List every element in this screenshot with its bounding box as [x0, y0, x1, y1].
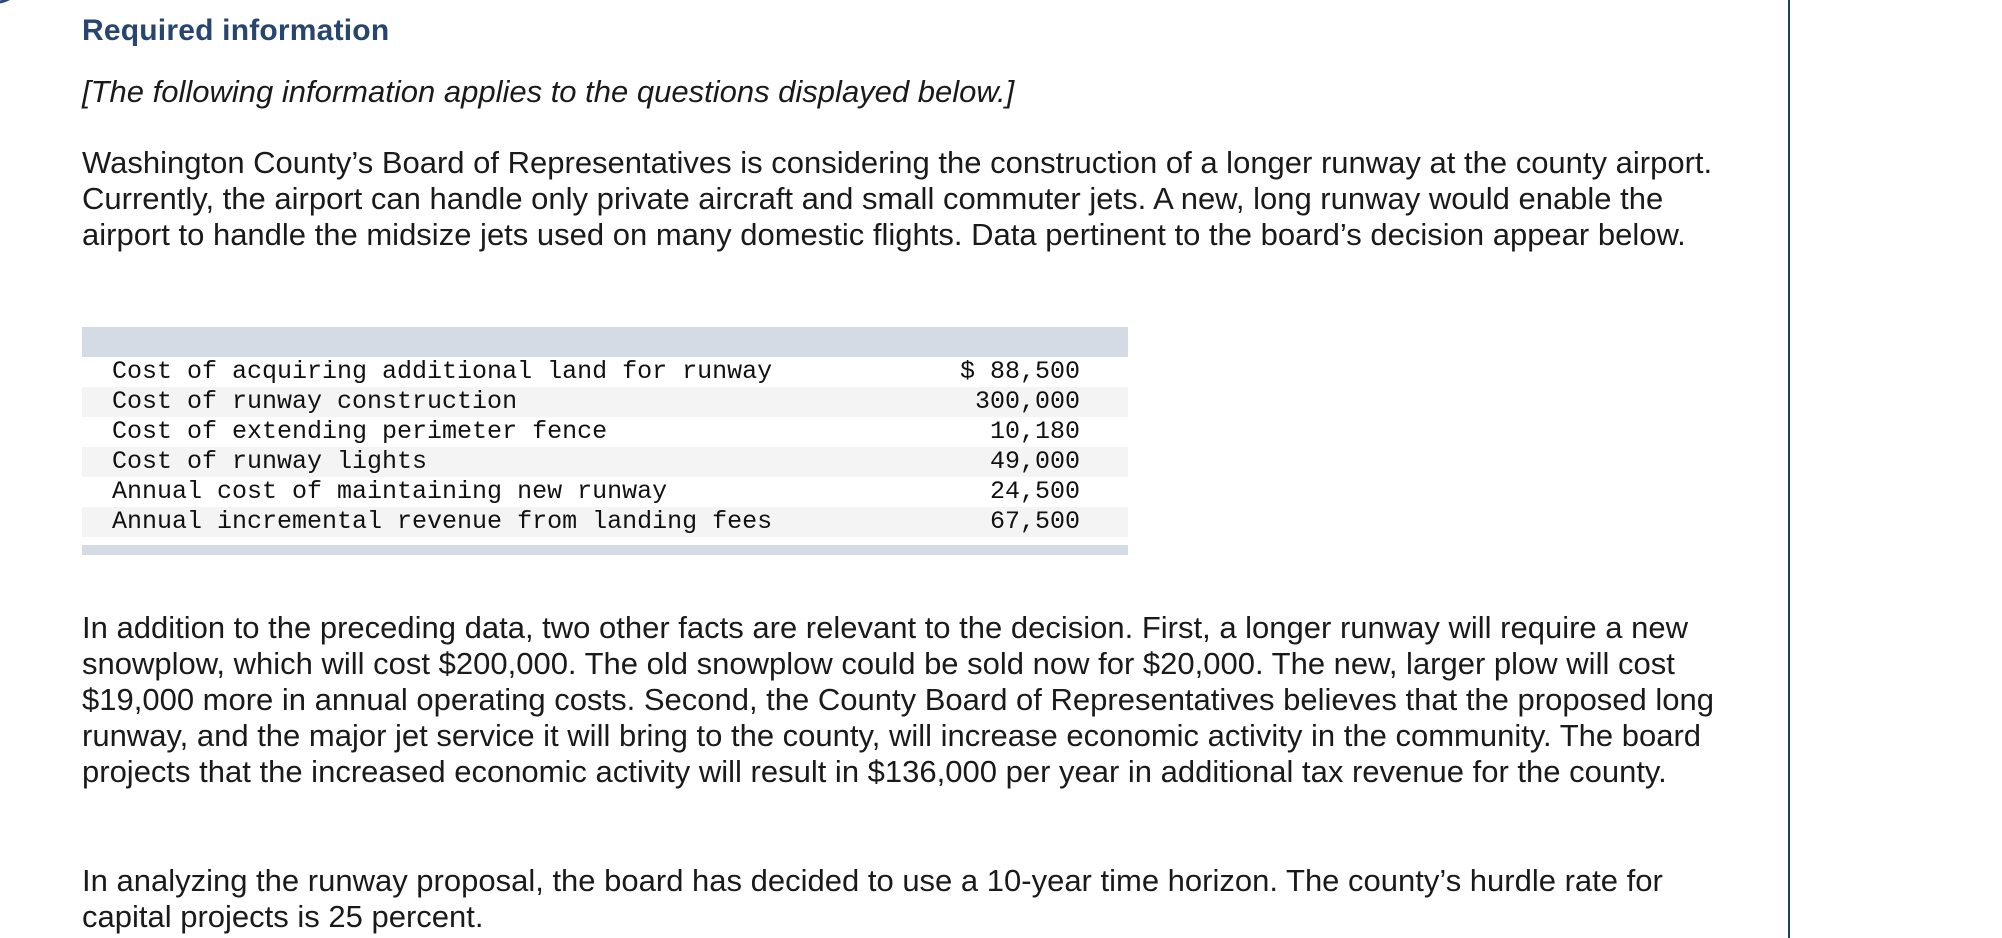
row-amount: 10,180 — [989, 417, 1080, 446]
row-label: Cost of runway construction — [112, 387, 518, 416]
table-header-band — [82, 327, 1128, 357]
row-amount: 300,000 — [974, 387, 1080, 416]
row-label: Cost of runway lights — [112, 447, 428, 476]
table-row — [82, 447, 1128, 477]
horizon-paragraph: In analyzing the runway proposal, the board has decided to use a 10-year time horizon. The county’s hurdle rate for capital projects is 25 percent. — [82, 863, 1663, 934]
row-label: Cost of acquiring additional land for runway — [112, 357, 773, 386]
table-footer-band — [82, 545, 1128, 555]
table-row — [82, 387, 1128, 417]
row-amount: 67,500 — [989, 507, 1080, 536]
row-label: Annual cost of maintaining new runway — [112, 477, 668, 506]
facts-paragraph: In addition to the preceding data, two other facts are relevant to the decision. First, a longer runway will require a new snowplow, which will cost $200,000. The old snowplow could be sold now for $20,000. The new, larger plow will cost $19,000 more in annual operating costs. Second, the County Board of Representatives believes that the proposed long runway, and the major jet service it will bring to the county, will increase economic activity in the community. The board projects that the increased economic activity will result in $136,000 per year in additional tax revenue for the county. — [82, 610, 1715, 789]
table-row — [82, 417, 1128, 447]
row-label: Annual incremental revenue from landing fees — [112, 507, 773, 536]
page-title: Required information — [82, 14, 390, 47]
row-amount: 24,500 — [989, 477, 1080, 506]
right-divider — [1788, 0, 1790, 938]
table-row — [82, 477, 1128, 507]
row-label: Cost of extending perimeter fence — [112, 417, 608, 446]
row-amount: $ 88,500 — [959, 357, 1080, 386]
intro-paragraph: Washington County’s Board of Representatives is considering the construction of a longer runway at the county airport. Currently, the airport can handle only private aircraft and small commuter jets. A new, long runway would enable the airport to handle the midsize jets used on many domestic flights. Data pertinent to the board’s decision appear below. — [82, 145, 1713, 252]
table-row — [82, 357, 1128, 387]
corner-decoration — [0, 0, 24, 4]
row-amount: 49,000 — [989, 447, 1080, 476]
table-row — [82, 507, 1128, 537]
cost-data-table — [82, 327, 1128, 555]
info-note: [The following information applies to the questions displayed below.] — [82, 74, 1015, 109]
